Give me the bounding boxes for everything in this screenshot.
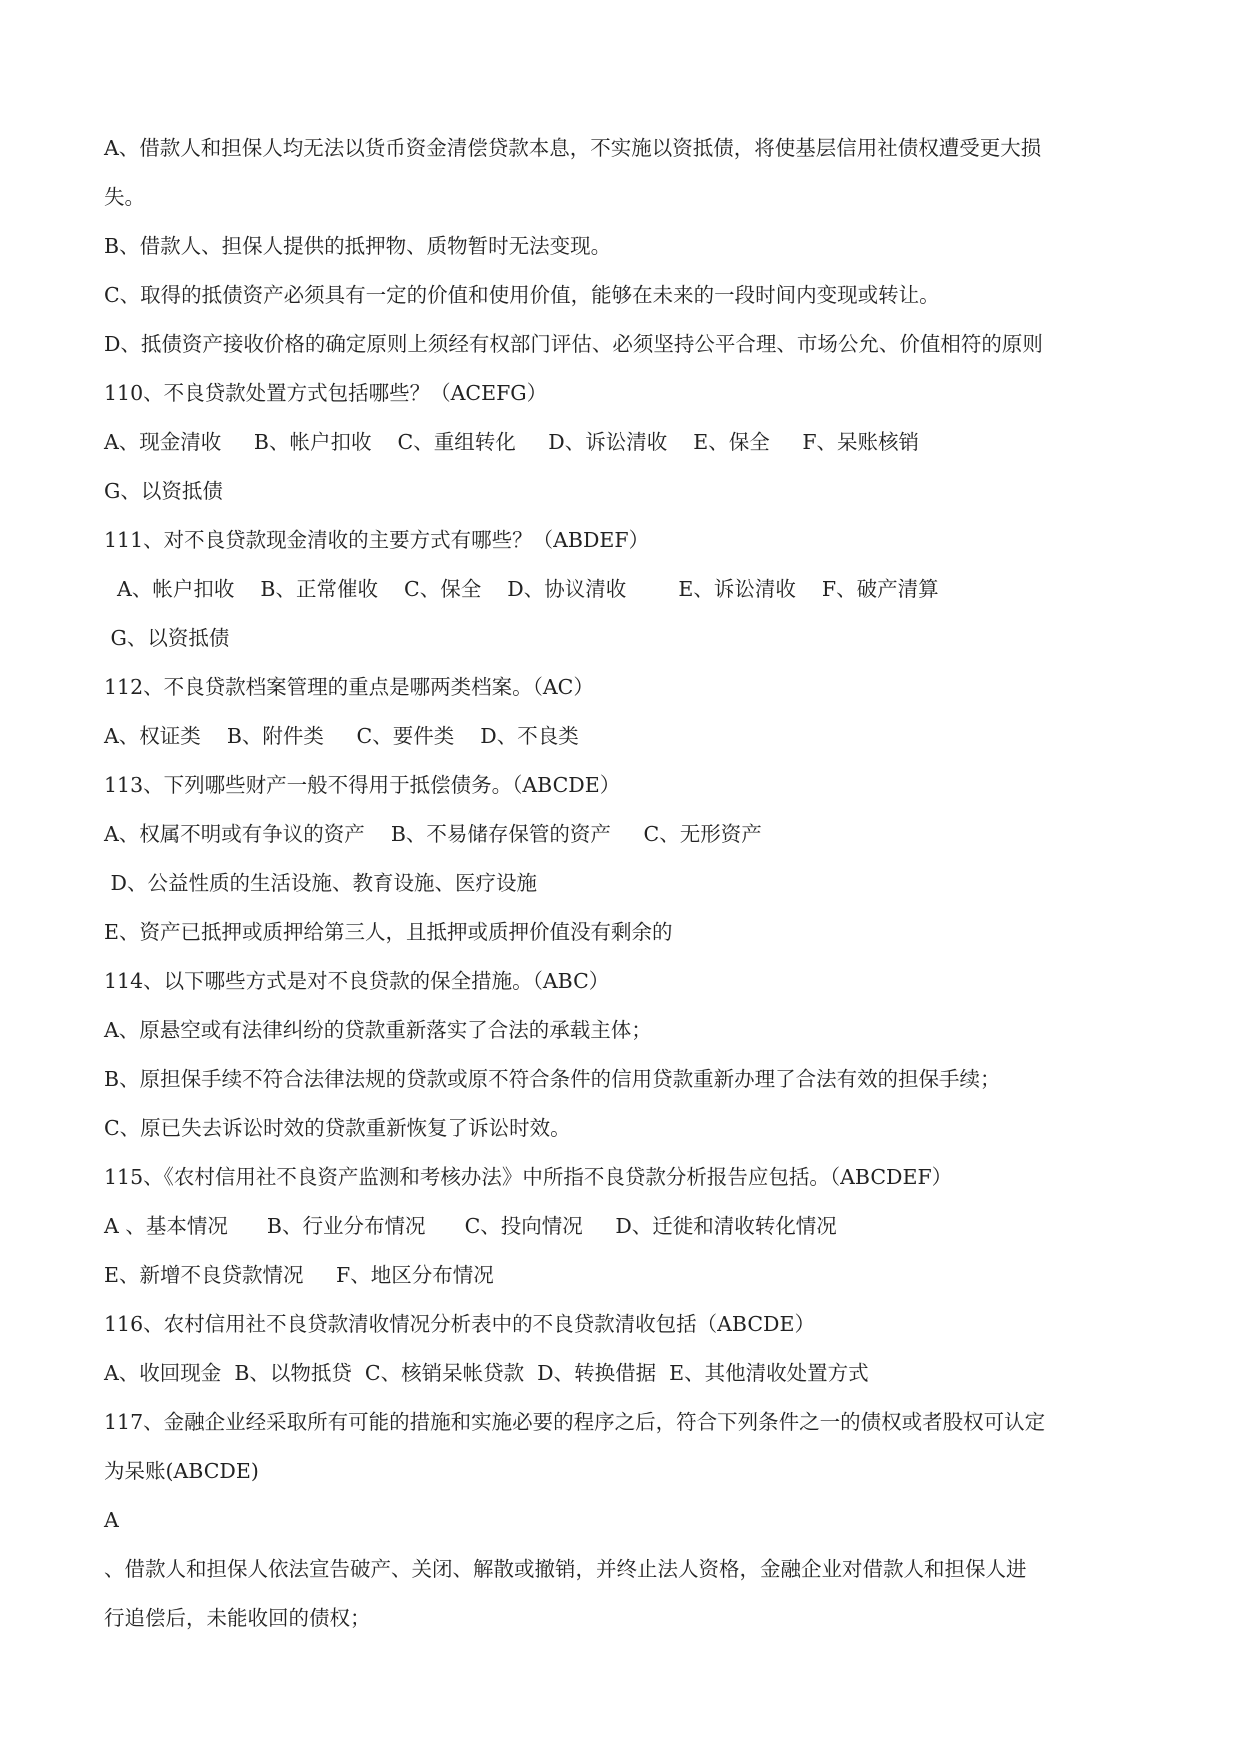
option-line: A、帐户扣收 B、正常催收 C、保全 D、协议清收 E、诉讼清收 F、破产清算: [104, 577, 939, 601]
option-line: B、原担保手续不符合法律法规的贷款或原不符合条件的信用贷款重新办理了合法有效的担保手续；: [104, 1067, 1001, 1091]
text-line: D、抵债资产接收价格的确定原则上须经有权部门评估、必须坚持公平合理、市场公允、价值相符的原则: [104, 332, 1043, 356]
question-heading: 113、下列哪些财产一般不得用于抵偿债务。（ABCDE）: [104, 773, 621, 797]
option-line: 、借款人和担保人依法宣告破产、关闭、解散或撤销，并终止法人资格，金融企业对借款人和担保人进: [104, 1557, 1027, 1581]
option-line: A、权证类 B、附件类 C、要件类 D、不良类: [104, 724, 579, 748]
option-line: A、收回现金 B、以物抵贷 C、核销呆帐贷款 D、转换借据 E、其他清收处置方式: [104, 1361, 869, 1385]
option-line: D、公益性质的生活设施、教育设施、医疗设施: [104, 871, 537, 895]
option-line: G、以资抵债: [104, 626, 230, 650]
question-heading: 112、不良贷款档案管理的重点是哪两类档案。（AC）: [104, 675, 594, 699]
option-line: G、以资抵债: [104, 479, 223, 503]
question-heading: 110、不良贷款处置方式包括哪些？（ACEFG）: [104, 381, 548, 405]
text-line: B、借款人、担保人提供的抵押物、质物暂时无法变现。: [104, 234, 612, 258]
option-line: A 、基本情况 B、行业分布情况 C、投向情况 D、迁徙和清收转化情况: [104, 1214, 837, 1238]
question-heading: 111、对不良贷款现金清收的主要方式有哪些？（ABDEF）: [104, 528, 650, 552]
question-heading: 116、农村信用社不良贷款清收情况分析表中的不良贷款清收包括（ABCDE）: [104, 1312, 815, 1336]
question-heading: 117、金融企业经采取所有可能的措施和实施必要的程序之后，符合下列条件之一的债权或者股权可认定: [104, 1410, 1046, 1434]
question-heading: 114、以下哪些方式是对不良贷款的保全措施。（ABC）: [104, 969, 610, 993]
option-line: C、原已失去诉讼时效的贷款重新恢复了诉讼时效。: [104, 1116, 571, 1140]
text-line: C、取得的抵债资产必须具有一定的价值和使用价值，能够在未来的一段时间内变现或转让。: [104, 283, 940, 307]
option-line: E、资产已抵押或质押给第三人，且抵押或质押价值没有剩余的: [104, 920, 673, 944]
question-heading: 115、《农村信用社不良资产监测和考核办法》中所指不良贷款分析报告应包括。（ABCDEF）: [104, 1165, 953, 1189]
text-line: 失。: [104, 185, 145, 209]
option-line: A、原悬空或有法律纠纷的贷款重新落实了合法的承载主体；: [104, 1018, 652, 1042]
question-heading: 为呆账(ABCDE): [104, 1459, 259, 1483]
option-line: A、权属不明或有争议的资产 B、不易储存保管的资产 C、无形资产: [104, 822, 762, 846]
option-line: 行追偿后，未能收回的债权；: [104, 1606, 371, 1630]
text-line: A、借款人和担保人均无法以货币资金清偿贷款本息，不实施以资抵债，将使基层信用社债权遭受更大损: [104, 136, 1042, 160]
option-line: A、现金清收 B、帐户扣收 C、重组转化 D、诉讼清收 E、保全 F、呆账核销: [104, 430, 920, 454]
option-label: A: [104, 1508, 119, 1532]
option-line: E、新增不良贷款情况 F、地区分布情况: [104, 1263, 494, 1287]
